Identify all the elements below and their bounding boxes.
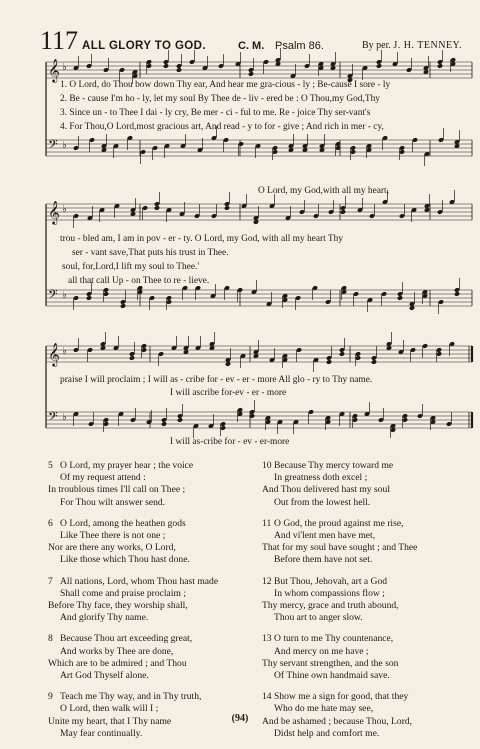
verse-line [48, 612, 253, 624]
verse-line-text: Shall come and praise proclaim ; [60, 587, 187, 599]
verse-line-text: O Lord, my prayer hear ; the voice [60, 460, 194, 471]
system2-cue-text: O Lord, my God,with all my heart, [258, 186, 389, 196]
verse-line-text: All nations, Lord, whom Thou hast made [60, 575, 219, 587]
verse-line-text: In whom compassions flow ; [274, 587, 385, 599]
verse-line-text: And Thou delivered hast my soul [262, 484, 390, 496]
verse-line-text: Nor are there any works, O Lord, [48, 542, 176, 554]
verse-number: 12 [262, 575, 272, 587]
verse-line-text: Of Thine own handmaid save. [274, 670, 390, 682]
verse-stanza [262, 518, 467, 567]
verse-line [48, 497, 253, 509]
verse-line [262, 670, 467, 682]
verse-line [48, 576, 253, 588]
verse-line [262, 612, 467, 624]
verse-line-text: And works by Thee are done, [60, 645, 174, 657]
verse-line-text: And mercy on me have ; [274, 645, 369, 657]
verse-stanza [48, 633, 253, 682]
verse-line-text: And vi'lent men have met, [274, 530, 376, 542]
hymn-title: ALL GLORY TO GOD. [82, 40, 206, 52]
flat-sign-icon: ♭ [62, 290, 67, 301]
verse-number: 5 [48, 460, 53, 471]
treble-clef-icon: 𝄞 [48, 342, 60, 366]
verse-line-text: Thou art to anger slow. [274, 612, 363, 624]
verse-line [48, 670, 253, 682]
verse-stanza [48, 460, 253, 509]
verse-line-text: Teach me Thy way, and in Thy truth, [60, 691, 202, 703]
note-head [161, 421, 167, 427]
lyric-line-9: praise I will proclaim ; I will as - cribe for - ev - er - more All glo - ry to Thy name. [60, 375, 373, 385]
verse-line [48, 588, 253, 600]
note-head [339, 351, 345, 357]
flat-sign-icon: ♭ [62, 412, 67, 423]
note-head [248, 71, 254, 77]
verse-line-text: Which are to be admired ; and Thou [48, 657, 187, 669]
flat-sign-icon: ♭ [62, 204, 67, 215]
verse-line-text: In greatness doth excel ; [274, 472, 368, 484]
verse-line-text: May fear continually. [60, 727, 143, 739]
verse-line [48, 484, 253, 496]
verses-right-column [262, 460, 467, 749]
lyric-line-8: all that call Up - on Thee to re - lieve. [68, 276, 210, 286]
verse-line [262, 646, 467, 658]
lyric-line-1: 1. O Lord, do Thou bow down Thy ear, And hear me gra-cious - ly ; Be-cause I sore - ly [60, 80, 391, 90]
verse-line [262, 472, 467, 484]
verse-line [262, 460, 467, 472]
note-head [326, 359, 332, 365]
verse-line-text: Show me a sign for good, that they [274, 691, 409, 703]
verse-line [262, 530, 467, 542]
verse-number: 10 [262, 460, 272, 471]
note-head [224, 205, 230, 211]
verse-line-text: Thy mercy, grace and truth abound, [262, 600, 399, 612]
verse-line-text: Like those which Thou hast done. [60, 554, 190, 566]
verse-line-text: Out from the lowest hell. [274, 496, 371, 508]
verses-left-column [48, 460, 253, 749]
note-head [437, 63, 443, 69]
lyric-line-4: 4. For Thou,O Lord,most gracious art, And read - y to for - give ; And rich in mer - cy, [60, 122, 384, 132]
verse-line-text: Before them have not set. [274, 554, 373, 566]
verse-line [262, 728, 467, 740]
verse-line-text: Before Thy face, they worship shall, [48, 600, 188, 612]
verse-stanza [48, 518, 253, 567]
note-head [86, 295, 92, 301]
verse-line [262, 554, 467, 566]
verse-line-text: And glorify Thy name. [60, 612, 149, 624]
verse-line-text: Because Thy mercy toward me [274, 460, 394, 471]
verse-line [262, 542, 467, 554]
lyric-line-7: soul, for,Lord,I lift my soul to Thee.' [62, 262, 200, 272]
system3-cue-top: I will ascribe for-ev - er - more [170, 388, 287, 398]
verse-line [48, 600, 253, 612]
note-head [397, 295, 403, 301]
note-head [340, 209, 346, 215]
verse-line-text: But Thou, Jehovah, art a God [274, 575, 388, 587]
treble-clef-icon: 𝄞 [48, 58, 60, 82]
bass-clef-icon: 𝄢 [48, 287, 58, 305]
credit-prefix: By per. [361, 40, 391, 51]
page-number: (94) [231, 713, 249, 724]
verse-stanza [262, 633, 467, 682]
bass-clef-icon: 𝄢 [48, 409, 58, 427]
verse-line [262, 600, 467, 612]
verse-line-text: O Lord, among the heathen gods [60, 517, 186, 529]
verse-line [262, 484, 467, 496]
verse-line [48, 530, 253, 542]
verse-line [48, 472, 253, 484]
verse-number: 11 [262, 517, 272, 529]
verse-line-text: And be ashamed ; because Thou, Lord, [262, 715, 413, 727]
note-head [176, 67, 182, 73]
verse-line [48, 554, 253, 566]
verse-number: 9 [48, 691, 53, 703]
verse-line-text: O God, the proud against me rise, [274, 517, 404, 529]
verse-line-text: Thy servant strengthen, and the son [262, 657, 399, 669]
verse-line [262, 576, 467, 588]
verse-line [262, 518, 467, 530]
verse-line [48, 728, 253, 740]
note-head [454, 291, 460, 297]
flat-sign-icon: ♭ [62, 346, 67, 357]
verse-line-text: Of my request attend : [60, 472, 146, 484]
verse-line [262, 658, 467, 670]
scripture-reference: Psalm 86. [275, 40, 324, 52]
hymn-number: 117 [40, 26, 79, 55]
note-head [163, 63, 169, 69]
verse-line-text: For Thou wilt answer send. [60, 496, 166, 508]
verse-stanza [262, 460, 467, 509]
verse-line [48, 646, 253, 658]
note-head [154, 205, 160, 211]
note-head [371, 359, 377, 365]
verse-line-text: Because Thou art exceeding great, [60, 633, 193, 645]
verse-number: 6 [48, 517, 53, 529]
verse-line-text: Who do me hate may see, [274, 703, 374, 715]
verse-number: 14 [262, 691, 272, 703]
bass-clef-icon: 𝄢 [48, 137, 58, 155]
verse-line-text: O Lord, then walk will I ; [60, 703, 159, 715]
verse-line-text: Didst help and comfort me. [274, 727, 380, 739]
note-head [120, 303, 126, 309]
verse-line [262, 497, 467, 509]
verse-line [48, 542, 253, 554]
verse-line-text: Unite my heart, that I Thy name [48, 715, 172, 727]
verse-line-text: O turn to me Thy countenance, [274, 633, 394, 645]
lyric-line-2: 2. Be - cause I'm ho - ly, let my soul By Thee de - liv - ered be : O Thou,my God,Thy [60, 94, 380, 104]
verse-line-text: In troublous times I'll call on Thee ; [48, 484, 186, 496]
verse-line [262, 691, 467, 703]
note-head [129, 355, 135, 361]
note-head [376, 63, 382, 69]
flat-sign-icon: ♭ [62, 140, 67, 151]
composer-name: J. H. TENNEY. [393, 40, 462, 51]
verse-number: 8 [48, 633, 53, 645]
verse-line [48, 518, 253, 530]
lyric-line-6: ser - vant save,That puts his trust in Thee. [72, 248, 229, 258]
verse-stanza [262, 576, 467, 625]
treble-clef-icon: 𝄞 [48, 200, 60, 224]
lyric-line-3: 3. Since un - to Thee I dai - ly cry, Be mer - ci - ful to me. Re - joice Thy ser-vant's [60, 108, 371, 118]
verse-line [48, 691, 253, 703]
verse-line [48, 658, 253, 670]
verse-stanza [48, 576, 253, 625]
note-head [177, 417, 183, 423]
system3-cue-bottom: I will as-cribe for - ev - er-more [170, 437, 290, 447]
verse-line [262, 588, 467, 600]
verse-line [48, 460, 253, 472]
verse-number: 13 [262, 633, 272, 645]
hymn-meter: C. M. [238, 40, 265, 52]
lyric-line-5: trou - bled am, I am in pov - er - ty. O Lord, my God, with all my heart Thy [60, 234, 344, 244]
flat-sign-icon: ♭ [62, 62, 67, 73]
verse-line [262, 633, 467, 645]
verse-line [48, 633, 253, 645]
verse-number: 7 [48, 575, 53, 587]
verse-line-text: Art God Thyself alone. [60, 670, 149, 682]
verse-line-text: That for my soul have sought ; and Thee [262, 542, 418, 554]
verse-line-text: Like Thee there is not one ; [60, 530, 166, 542]
